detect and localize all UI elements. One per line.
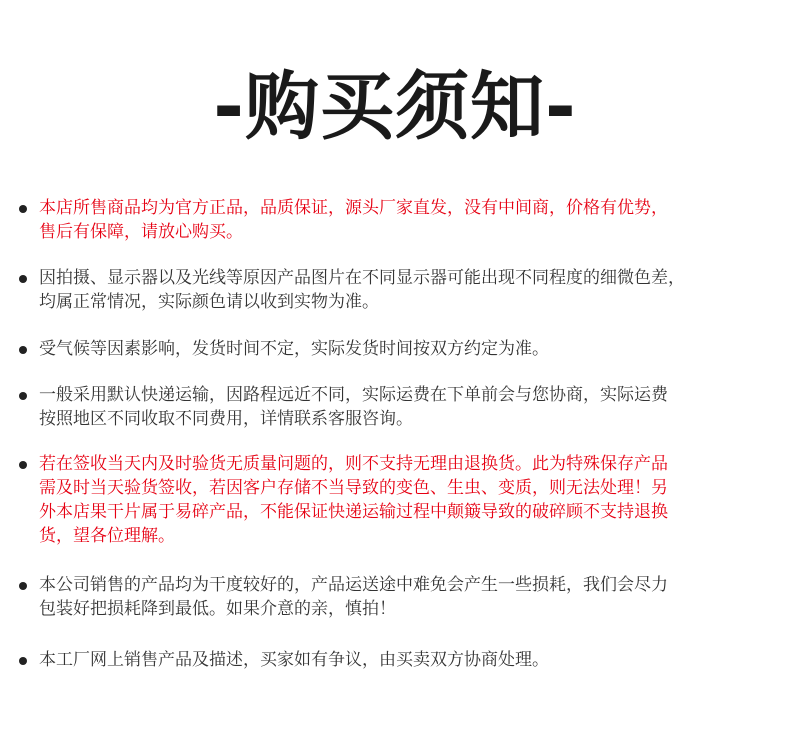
bullet-icon bbox=[19, 657, 27, 665]
notice-line: 一般采用默认快递运输，因路程远近不同，实际运费在下单前会与您协商，实际运费 bbox=[39, 385, 668, 405]
bullet-icon bbox=[19, 205, 27, 213]
notice-text bbox=[39, 383, 759, 431]
notice-text bbox=[39, 337, 759, 361]
bullet-icon bbox=[19, 346, 27, 354]
notice-line: 均属正常情况，实际颜色请以收到实物为准。 bbox=[39, 292, 379, 312]
page-title: -购买须知- bbox=[213, 64, 577, 150]
notice-text bbox=[39, 573, 759, 621]
notice-line: 售后有保障，请放心购买。 bbox=[39, 222, 243, 242]
notice-text bbox=[39, 452, 759, 548]
bullet-icon bbox=[19, 275, 27, 283]
notice-line: 因拍摄、显示器以及光线等原因产品图片在不同显示器可能出现不同程度的细微色差， bbox=[39, 268, 685, 288]
notice-text bbox=[39, 266, 759, 314]
notice-line: 按照地区不同收取不同费用，详情联系客服咨询。 bbox=[39, 409, 413, 429]
notice-line: 货，望各位理解。 bbox=[39, 526, 175, 546]
notice-line: 需及时当天验货签收，若因客户存储不当导致的变色、生虫、变质，则无法处理！另 bbox=[39, 478, 668, 498]
bullet-icon bbox=[19, 392, 27, 400]
notice-text bbox=[39, 648, 759, 672]
bullet-icon bbox=[19, 582, 27, 590]
bullet-icon bbox=[19, 461, 27, 469]
notice-line: 若在签收当天内及时验货无质量问题的，则不支持无理由退换货。此为特殊保存产品 bbox=[39, 454, 668, 474]
notice-line: 本工厂网上销售产品及描述，买家如有争议，由买卖双方协商处理。 bbox=[39, 650, 549, 670]
notice-line: 本公司销售的产品均为干度较好的，产品运送途中难免会产生一些损耗，我们会尽力 bbox=[39, 575, 668, 595]
notice-line: 本店所售商品均为官方正品，品质保证，源头厂家直发，没有中间商，价格有优势， bbox=[39, 198, 668, 218]
notice-text bbox=[39, 196, 759, 244]
notice-line: 外本店果干片属于易碎产品，不能保证快递运输过程中颠簸导致的破碎顾不支持退换 bbox=[39, 502, 668, 522]
notice-line: 受气候等因素影响，发货时间不定，实际发货时间按双方约定为准。 bbox=[39, 339, 549, 359]
notice-line: 包装好把损耗降到最低。如果介意的亲，慎拍！ bbox=[39, 599, 396, 619]
